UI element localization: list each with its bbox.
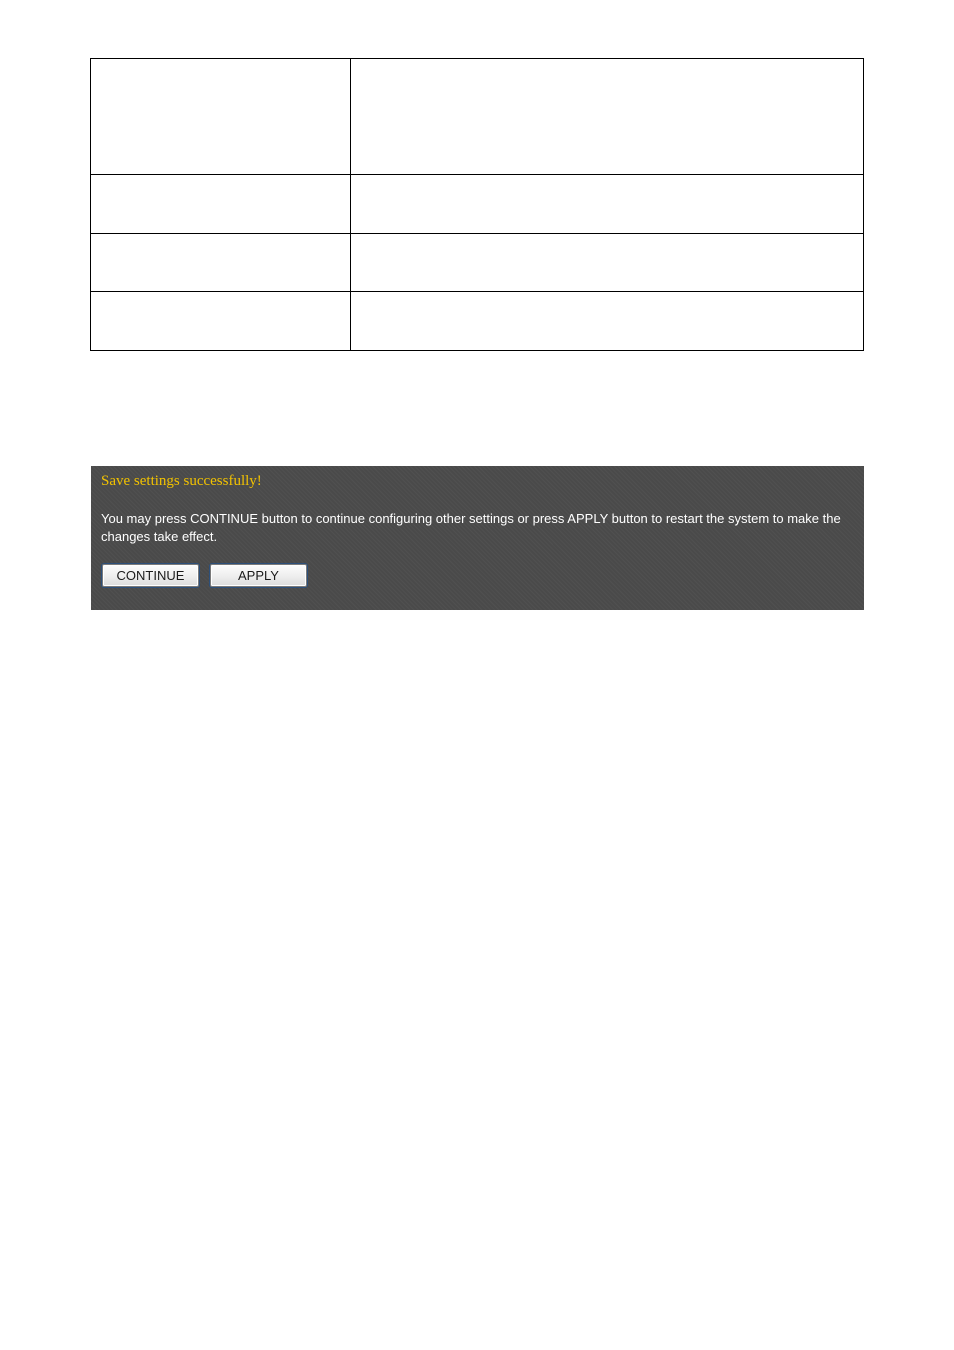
- save-success-title: Save settings successfully!: [101, 473, 262, 489]
- table-row: [91, 292, 864, 351]
- table-cell-right: [351, 175, 864, 234]
- table-cell-right: [351, 234, 864, 292]
- table-cell-left: [91, 292, 351, 351]
- table-cell-right: [351, 59, 864, 175]
- table-row: [91, 59, 864, 175]
- save-settings-panel: [91, 466, 864, 610]
- table-cell-left: [91, 234, 351, 292]
- table-cell-left: [91, 175, 351, 234]
- table-cell-left: [91, 59, 351, 175]
- table-row: [91, 175, 864, 234]
- table-row: [91, 234, 864, 292]
- apply-button[interactable]: APPLY: [210, 564, 307, 587]
- table-cell-right: [351, 292, 864, 351]
- empty-grid-table: [90, 58, 864, 351]
- save-instructions-message: You may press CONTINUE button to continue configuring other settings or press APPLY button to restart the system to make the changes take effect.: [101, 511, 841, 544]
- continue-button[interactable]: CONTINUE: [102, 564, 199, 587]
